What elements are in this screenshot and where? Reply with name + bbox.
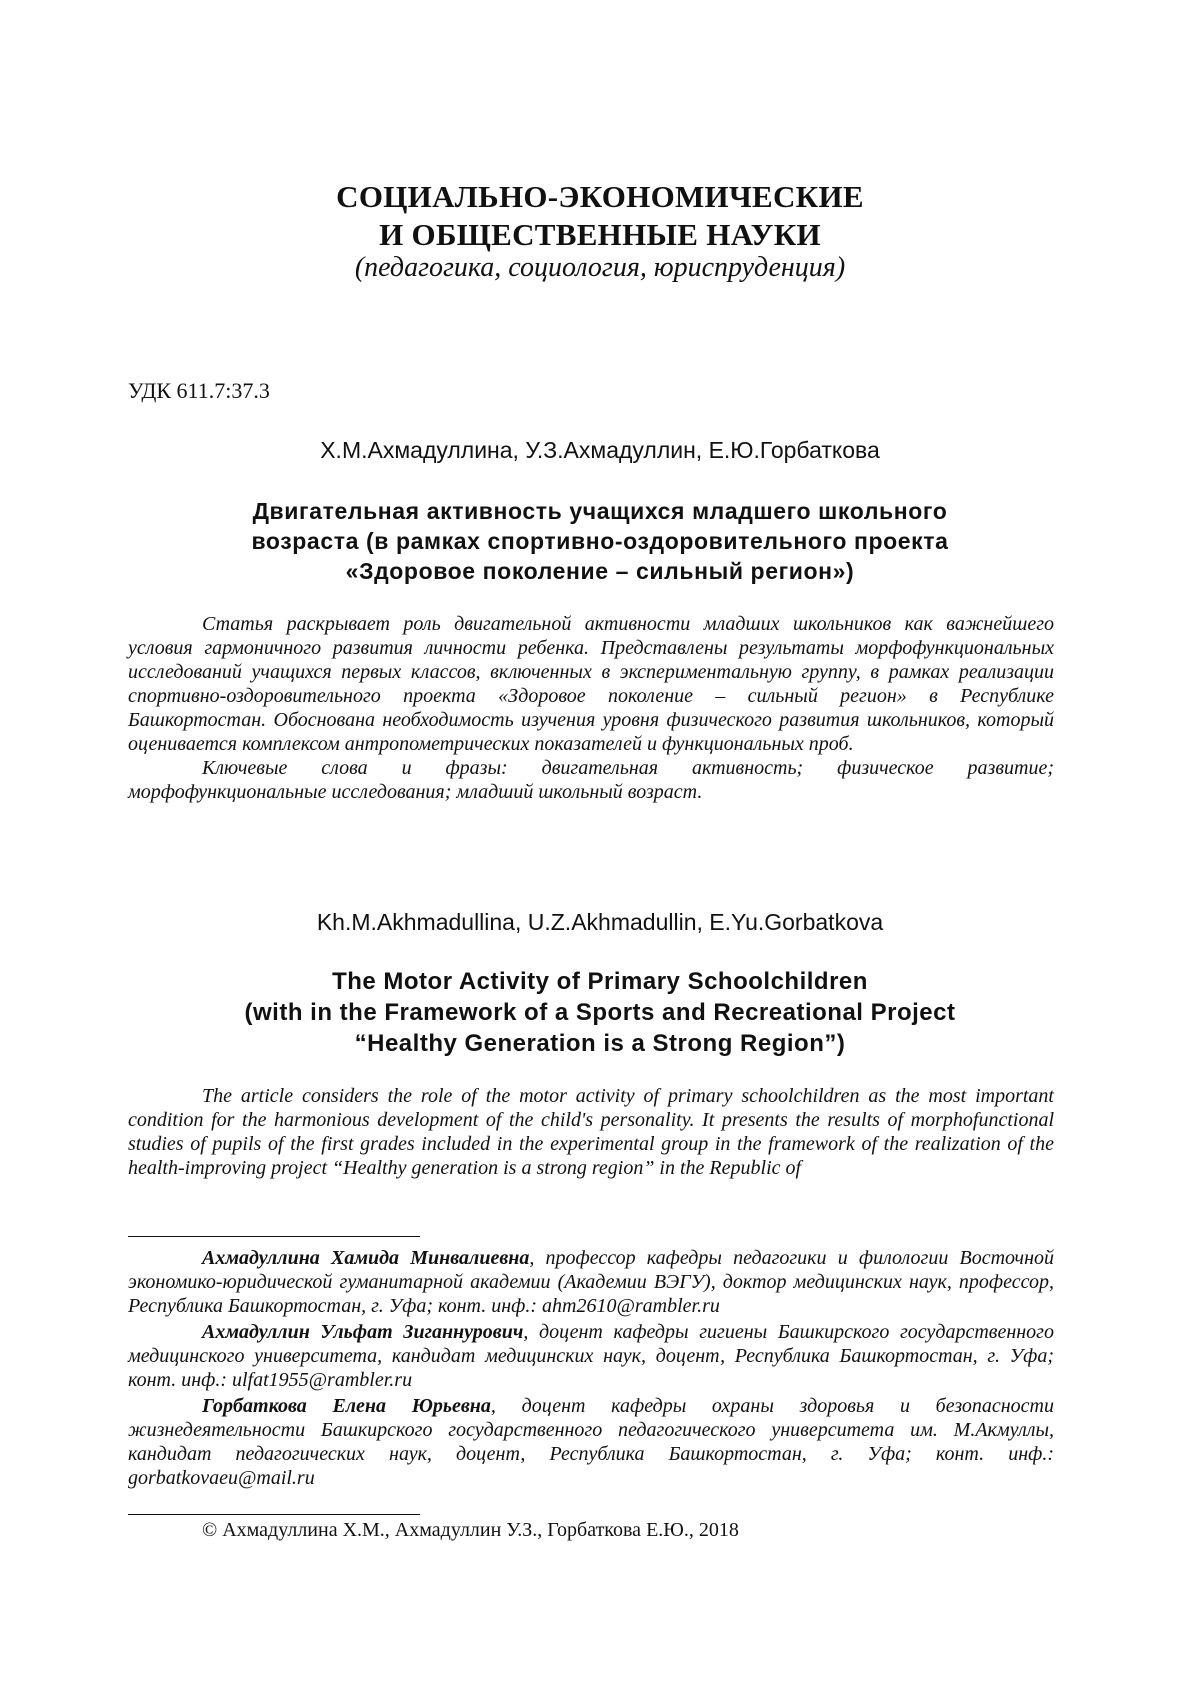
author-footnotes bbox=[128, 1246, 1054, 1492]
copyright-notice: © Ахмадуллина Х.М., Ахмадуллин У.З., Горбаткова Е.Ю., 2018 bbox=[202, 1519, 739, 1541]
footnote-author-1-text: , профессор кафедры педагогики и филологии Восточной экономико-юридической гуманитарной академии (Академии ВЭГУ), доктор медицинских наук, профессор, Республика Башкортостан, г. Уфа; конт. инф.: ahm2610@rambler.ru bbox=[128, 1247, 1054, 1317]
article-title-en-line-3: “Healthy Generation is a Strong Region”) bbox=[354, 1030, 846, 1057]
article-title-en bbox=[0, 966, 1200, 1059]
footnote-author-2 bbox=[128, 1320, 1054, 1392]
footnote-author-2-text: , доцент кафедры гигиены Башкирского государственного медицинского университета, кандидат медицинских наук, доцент, Республика Башкортостан, г. Уфа; конт. инф.: ulfat1955@rambler.ru bbox=[128, 1321, 1054, 1391]
footnote-author-3-name: Горбаткова Елена Юрьевна bbox=[202, 1395, 491, 1417]
article-title-ru-line-2: возраста (в рамках спортивно-оздоровительного проекта bbox=[251, 528, 949, 554]
footnote-author-1 bbox=[128, 1246, 1054, 1318]
abstract-en-text: The article considers the role of the motor activity of primary schoolchildren as the most important condition for the harmonious development of the child's personality. It presents the results of morphofunctional studies of pupils of the first grades included in the experimental group in the framework of the realization of the health-improving project “Healthy generation is a strong region” in the Republic of bbox=[128, 1085, 1054, 1179]
footnote-author-3-text: , доцент кафедры охраны здоровья и безопасности жизнедеятельности Башкирского государственного педагогического университета им. М.Акмуллы, кандидат педагогических наук, доцент, Республика Башкортостан, г. Уфа; конт. инф.: gorbatkovaeu@mail.ru bbox=[128, 1395, 1054, 1489]
article-title-ru-line-1: Двигательная активность учащихся младшего школьного bbox=[252, 498, 948, 524]
article-title-ru-line-3: «Здоровое поколение – сильный регион») bbox=[345, 558, 855, 584]
abstract-ru bbox=[128, 612, 1054, 804]
copyright-divider bbox=[128, 1514, 420, 1515]
section-title-line-1: СОЦИАЛЬНО-ЭКОНОМИЧЕСКИЕ bbox=[336, 179, 864, 214]
section-title bbox=[0, 178, 1200, 254]
section-title-line-2: И ОБЩЕСТВЕННЫЕ НАУКИ bbox=[379, 217, 821, 252]
article-title-ru bbox=[0, 496, 1200, 586]
footnote-author-1-name: Ахмадуллина Хамида Минвалиевна bbox=[202, 1247, 530, 1269]
udc-code: УДК 611.7:37.3 bbox=[128, 378, 270, 403]
footnote-divider bbox=[128, 1236, 420, 1237]
keywords-ru: Ключевые слова и фразы: двигательная активность; физическое развитие; морфофункциональные исследования; младший школьный возраст. bbox=[128, 757, 1054, 803]
abstract-en bbox=[128, 1084, 1054, 1180]
article-title-en-line-2: (with in the Framework of a Sports and Recreational Project bbox=[244, 999, 956, 1026]
footnote-author-3 bbox=[128, 1394, 1054, 1490]
abstract-ru-text: Статья раскрывает роль двигательной активности младших школьников как важнейшего условия гармоничного развития личности ребенка. Представлены результаты морфофункциональных исследований учащихся первых классов, включенных в экспериментальную группу, в рамках реализации спортивно-оздоровительного проекта «Здоровое поколение – сильный регион» в Республике Башкортостан. Обоснована необходимость изучения уровня физического развития школьников, который оценивается комплексом антропометрических показателей и функциональных проб. bbox=[128, 613, 1054, 755]
section-subtitle: (педагогика, социология, юриспруденция) bbox=[354, 252, 846, 283]
authors-en: Kh.M.Akhmadullina, U.Z.Akhmadullin, E.Yu.Gorbatkova bbox=[316, 909, 884, 935]
article-title-en-line-1: The Motor Activity of Primary Schoolchildren bbox=[332, 968, 868, 995]
authors-ru: Х.М.Ахмадуллина, У.З.Ахмадуллин, Е.Ю.Горбаткова bbox=[320, 437, 880, 463]
footnote-author-2-name: Ахмадуллин Ульфат Зиганнурович bbox=[202, 1321, 524, 1343]
